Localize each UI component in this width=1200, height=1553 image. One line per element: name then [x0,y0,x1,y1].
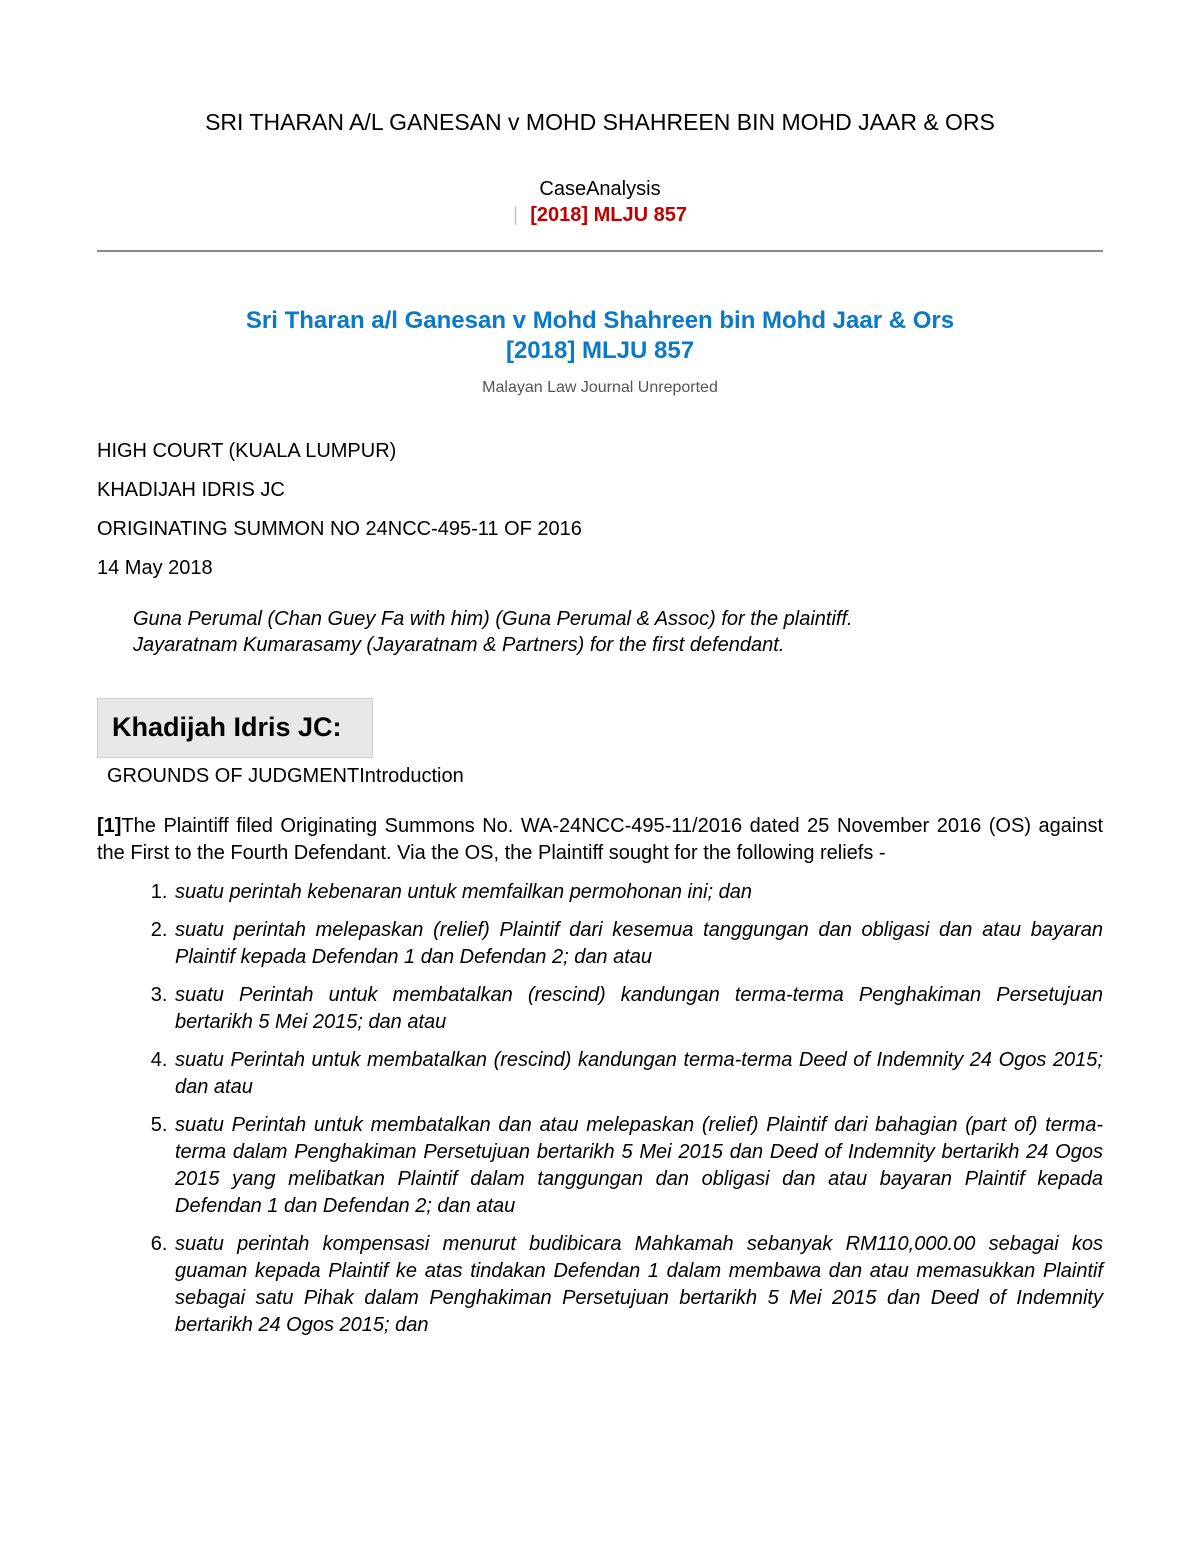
paragraph-number: [1] [97,815,122,837]
document-page [97,0,1103,1350]
paragraph-1 [97,813,1103,867]
journal-name: Malayan Law Journal Unreported [482,379,718,396]
proceeding-number: ORIGINATING SUMMON NO 24NCC-495-11 OF 2016 [97,518,582,540]
document-title: SRI THARAN A/L GANESAN v MOHD SHAHREEN BIN MOHD JAAR & ORS [205,109,995,135]
relief-item: 1. suatu perintah kebenaran untuk memfailkan permohonan ini; dan [173,879,1103,906]
document-header [97,0,1103,228]
paragraph-text: The Plaintiff filed Originating Summons No. WA-24NCC-495-11/2016 dated 25 November 2016 (OS) against the First to the Fourth Defendant. Via the OS, the Plaintiff sought for the following reliefs - [97,815,1103,864]
citation-separator: | [513,204,519,226]
grounds-heading: GROUNDS OF JUDGMENTIntroduction [107,765,464,787]
court-name: HIGH COURT (KUALA LUMPUR) [97,440,397,462]
counsel-first-defendant: Jayaratnam Kumarasamy (Jayaratnam & Partners) for the first defendant. [133,634,785,656]
case-name[interactable]: Sri Tharan a/l Ganesan v Mohd Shahreen bin Mohd Jaar & Ors [245,307,955,334]
counsel-block [97,606,1103,658]
counsel-plaintiff: Guna Perumal (Chan Guey Fa with him) (Guna Perumal & Assoc) for the plaintiff. [133,608,853,630]
header-citation-line [97,202,1103,228]
judge-heading: Khadijah Idris JC: [97,698,373,758]
case-block [97,306,1103,398]
relief-item: 3. suatu Perintah untuk membatalkan (rescind) kandungan terma-terma Penghakiman Persetujuan bertarikh 5 Mei 2015; dan atau [173,982,1103,1036]
relief-item: 4. suatu Perintah untuk membatalkan (rescind) kandungan terma-terma Deed of Indemnity 24 Ogos 2015; dan atau [173,1047,1103,1101]
judge-name: KHADIJAH IDRIS JC [97,479,285,501]
header-citation[interactable]: [2018] MLJU 857 [530,204,687,226]
relief-item: 2. suatu perintah melepaskan (relief) Plaintif dari kesemua tanggungan dan obligasi dan atau bayaran Plaintif kepada Defendan 1 dan Defendan 2; dan atau [173,917,1103,971]
header-divider [97,250,1103,252]
case-citation[interactable]: [2018] MLJU 857 [505,337,695,364]
reliefs-list [97,879,1103,1339]
case-metadata [97,432,1103,588]
case-analysis-label: CaseAnalysis [539,178,661,200]
relief-item: 6. suatu perintah kompensasi menurut budibicara Mahkamah sebanyak RM110,000.00 sebagai kos guaman kepada Plaintif ke atas tindakan Defendan 1 dalam membawa dan atau memasukkan Plaintif sebagai satu Pihak dalam Penghakiman Persetujuan bertarikh 5 Mei 2015 dan Deed of Indemnity bertarikh 24 Ogos 2015; dan [173,1231,1103,1339]
judgment-date: 14 May 2018 [97,557,213,579]
relief-item: 5. suatu Perintah untuk membatalkan dan atau melepaskan (relief) Plaintif dari bahagian (part of) terma-terma dalam Penghakiman Persetujuan bertarikh 5 Mei 2015 dan Deed of Indemnity bertarikh 24 Ogos 2015 yang melibatkan Plaintif dalam tanggungan dan obligasi dan atau bayaran Plaintif kepada Defendan 1 dan Defendan 2; dan atau [173,1112,1103,1220]
